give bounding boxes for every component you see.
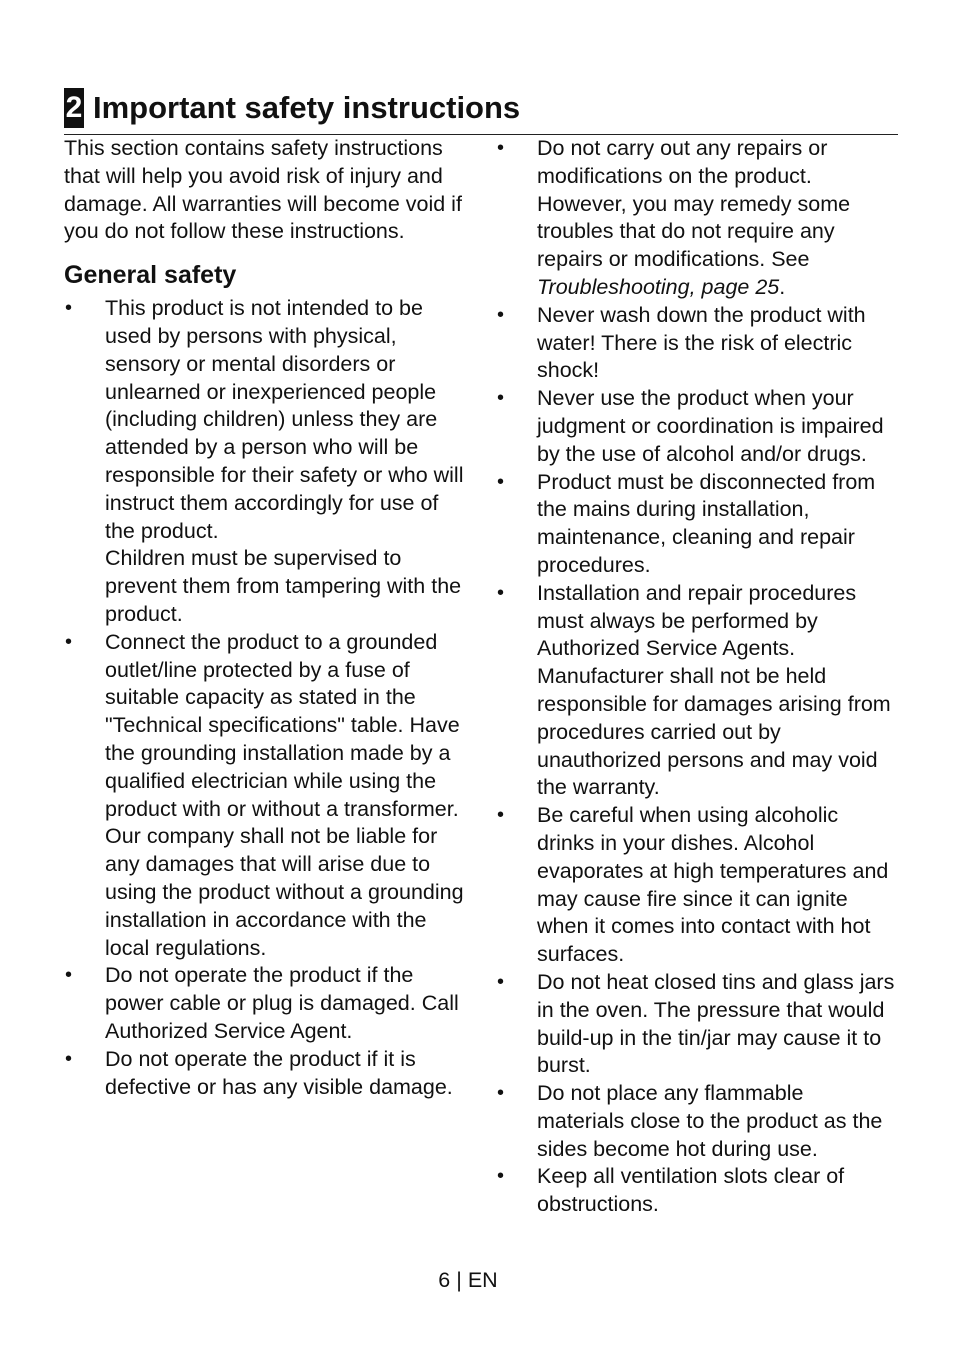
list-item-text: Do not operate the product if the power cable or plug is damaged. Call Authorized Service Agent.	[105, 963, 459, 1043]
page-title: Important safety instructions	[93, 90, 521, 125]
list-item-text: Keep all ventilation slots clear of obstructions.	[537, 1164, 845, 1217]
list-item	[64, 295, 464, 629]
troubleshooting-reference: Troubleshooting, page 25	[537, 274, 780, 299]
list-item-text: This product is not intended to be used by persons with physical, sensory or mental disorders or unlearned or inexperienced people (including children) unless they are attended by a person who will be responsible for their safety or who will instruct them accordingly for use of the product.	[105, 296, 464, 543]
page-number: 6	[438, 1268, 451, 1292]
list-item	[496, 385, 896, 468]
section-number-badge: 2	[64, 88, 84, 128]
intro-paragraph: This section contains safety instructions that will help you avoid risk of injury and damage. All warranties will become void if you do not follow these instructions.	[64, 136, 462, 244]
list-item-text: Installation and repair procedures must always be performed by Authorized Service Agents. Manufacturer shall not be held responsible for damages arising from procedures carried out by unauthorized persons and may void the warranty.	[537, 580, 891, 800]
list-item	[496, 469, 896, 580]
bullet-icon: •	[497, 581, 505, 604]
bullet-icon: •	[497, 303, 505, 326]
list-item-text: Be careful when using alcoholic drinks in your dishes. Alcohol evaporates at high temperatures and may cause fire since it can ignite when it comes into contact with hot surfaces.	[537, 803, 889, 967]
bullet-icon: •	[497, 470, 505, 493]
list-item-text: Never use the product when your judgment or coordination is impaired by the use of alcohol and/or drugs.	[537, 386, 884, 466]
list-item	[496, 802, 896, 969]
list-item	[496, 969, 896, 1080]
list-item-text: Do not heat closed tins and glass jars in the oven. The pressure that would build-up in the tin/jar may cause it to burst.	[537, 969, 895, 1078]
list-item	[496, 135, 896, 302]
list-item-extra: Children must be supervised to prevent them from tampering with the product.	[105, 546, 462, 626]
section-header	[64, 86, 898, 135]
list-item	[64, 629, 464, 963]
bullet-icon: •	[497, 137, 505, 159]
bullet-icon: •	[497, 804, 505, 827]
page-footer	[0, 1266, 954, 1294]
bullet-icon: •	[497, 970, 505, 993]
list-item-text: Do not operate the product if it is defective or has any visible damage.	[105, 1046, 453, 1099]
right-safety-list	[496, 135, 896, 1219]
list-item-text: Never wash down the product with water! There is the risk of electric shock!	[537, 302, 866, 383]
list-item-text: Do not carry out any repairs or modifications on the product. However, you may remedy some troubles that do not require any repairs or modifications. See	[537, 136, 851, 272]
list-item	[496, 1080, 896, 1163]
bullet-icon: •	[65, 630, 73, 653]
footer-separator: |	[456, 1268, 462, 1292]
bullet-icon: •	[497, 387, 505, 410]
list-item-text: Do not place any flammable materials close to the product as the sides become hot during use.	[537, 1081, 883, 1161]
bullet-icon: •	[497, 1082, 505, 1105]
list-item	[64, 962, 464, 1045]
bullet-icon: •	[497, 1165, 505, 1188]
bullet-icon: •	[65, 297, 73, 320]
list-item-text: Connect the product to a grounded outlet/line protected by a fuse of suitable capacity as stated in the "Technical specifications" table. Have the grounding installation made by a qualified electrician while using the product with or without a transformer. Our company shall not be liable for any damages that will arise due to using the product without a grounding installation in accordance with the local regulations.	[105, 629, 464, 960]
list-item	[64, 1046, 464, 1102]
list-item	[496, 302, 896, 385]
right-column	[496, 135, 896, 1219]
language-code: EN	[467, 1268, 498, 1292]
reference-suffix: .	[779, 274, 786, 299]
left-safety-list	[64, 295, 464, 1101]
list-item-text: Product must be disconnected from the mains during installation, maintenance, cleaning and repair procedures.	[537, 469, 876, 577]
bullet-icon: •	[65, 1047, 73, 1070]
list-item	[496, 580, 896, 802]
list-item	[496, 1163, 896, 1219]
left-column	[64, 135, 464, 1101]
bullet-icon: •	[65, 964, 73, 987]
general-safety-heading: General safety	[64, 261, 237, 290]
